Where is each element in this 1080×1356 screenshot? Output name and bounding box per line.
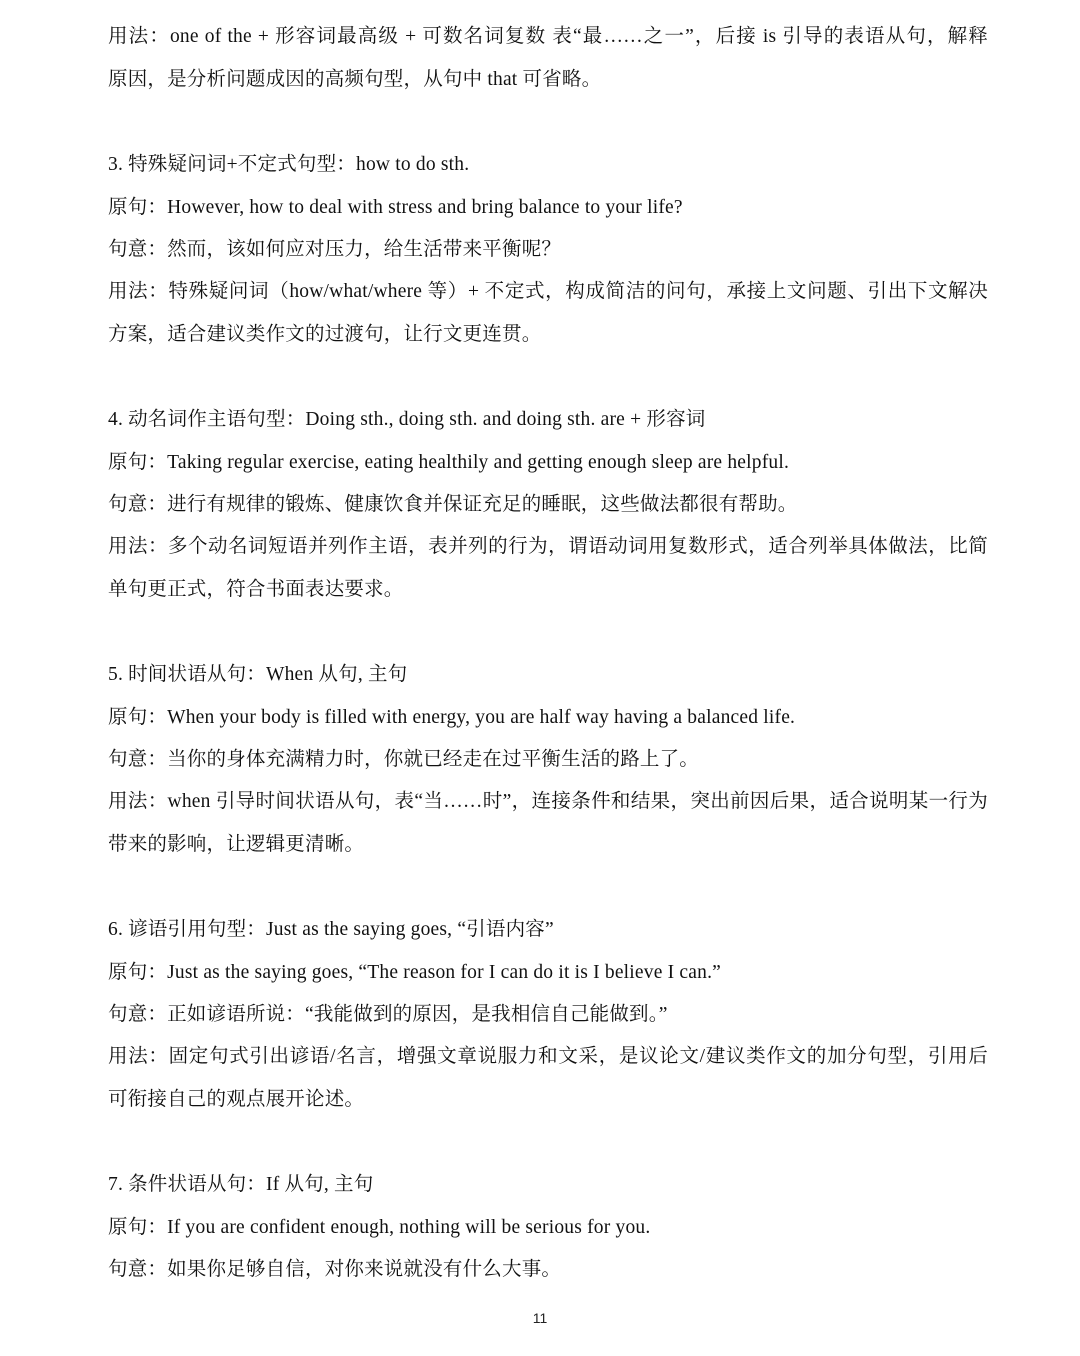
original-sentence: 原句：However, how to deal with stress and bring balance to your life?: [108, 197, 683, 218]
section-heading-6: 6. 谚语引用句型：Just as the saying goes, “引语内容”: [108, 919, 554, 940]
sentence-meaning: 句意：正如谚语所说：“我能做到的原因，是我相信自己能做到。”: [108, 1004, 668, 1025]
original-sentence: 原句：Taking regular exercise, eating healthily and getting enough sleep are helpful.: [108, 452, 790, 473]
section-heading-3: 3. 特殊疑问词+不定式句型：how to do sth.: [108, 154, 470, 175]
usage-line: 用法：特殊疑问词（how/what/where 等）+ 不定式，构成简洁的问句，承接上文问题、引出下文解决: [108, 281, 988, 302]
section-heading-5: 5. 时间状语从句：When 从句, 主句: [108, 664, 408, 685]
usage-line: 用法：固定句式引出谚语/名言，增强文章说服力和文采，是议论文/建议类作文的加分句型，引用后: [108, 1046, 988, 1067]
original-sentence: 原句：Just as the saying goes, “The reason for I can do it is I believe I can.”: [108, 962, 722, 983]
usage-line: 用法：多个动名词短语并列作主语，表并列的行为，谓语动词用复数形式，适合列举具体做法，比简: [108, 536, 988, 557]
usage-line-continued: 可衔接自己的观点展开论述。: [108, 1089, 365, 1110]
section-heading-4: 4. 动名词作主语句型：Doing sth., doing sth. and doing sth. are + 形容词: [108, 409, 706, 430]
usage-line-continued: 方案，适合建议类作文的过渡句，让行文更连贯。: [108, 324, 542, 345]
section-heading-7: 7. 条件状语从句：If 从句, 主句: [108, 1174, 374, 1195]
usage-line-continued: 原因，是分析问题成因的高频句型，从句中 that 可省略。: [108, 69, 602, 90]
sentence-meaning: 句意：然而，该如何应对压力，给生活带来平衡呢？: [108, 239, 562, 260]
sentence-meaning: 句意：如果你足够自信，对你来说就没有什么大事。: [108, 1259, 562, 1280]
usage-line: 用法：one of the + 形容词最高级 + 可数名词复数 表“最……之一”，后接 is 引导的表语从句，解释: [108, 26, 988, 47]
original-sentence: 原句：If you are confident enough, nothing will be serious for you.: [108, 1217, 651, 1238]
sentence-meaning: 句意：当你的身体充满精力时，你就已经走在过平衡生活的路上了。: [108, 749, 700, 770]
usage-line-continued: 带来的影响，让逻辑更清晰。: [108, 834, 365, 855]
original-sentence: 原句：When your body is filled with energy, you are half way having a balanced life.: [108, 707, 796, 728]
usage-line-continued: 单句更正式，符合书面表达要求。: [108, 579, 404, 600]
page-number: 11: [532, 1310, 548, 1326]
usage-line: 用法：when 引导时间状语从句，表“当……时”，连接条件和结果，突出前因后果，适合说明某一行为: [108, 791, 988, 812]
sentence-meaning: 句意：进行有规律的锻炼、健康饮食并保证充足的睡眠，这些做法都很有帮助。: [108, 494, 798, 515]
